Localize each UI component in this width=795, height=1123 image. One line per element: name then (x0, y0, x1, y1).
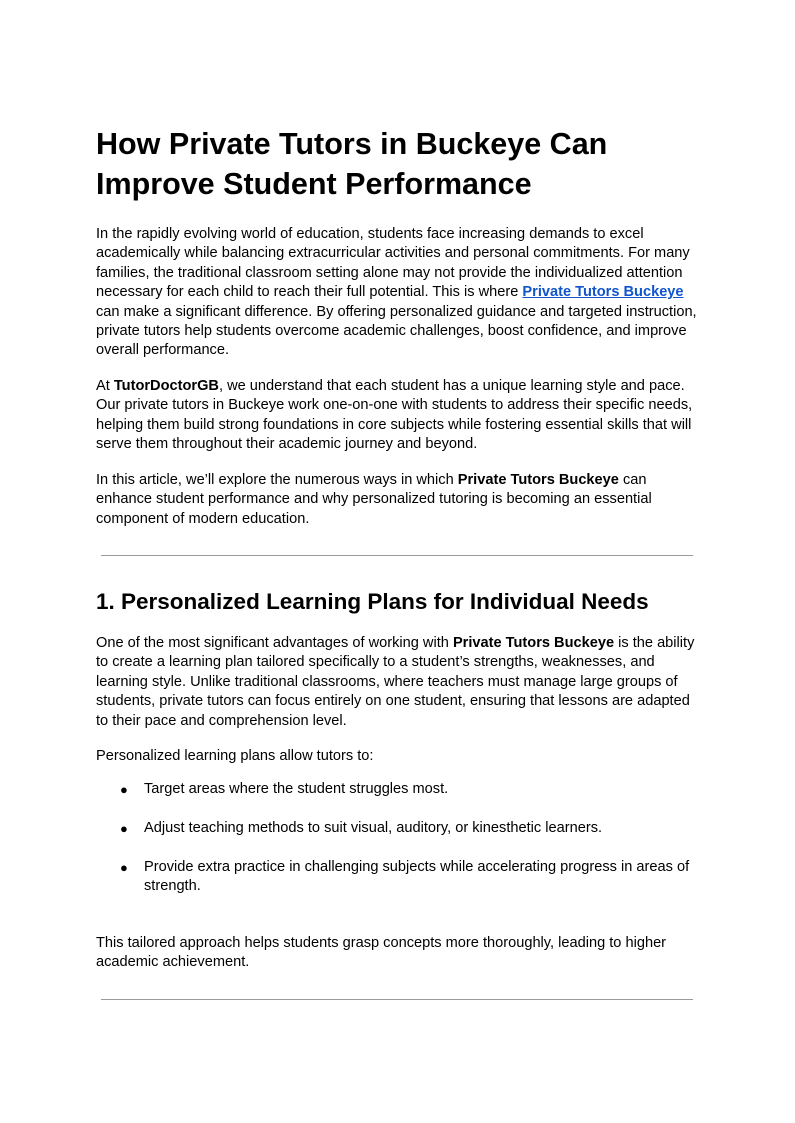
list-item (96, 819, 700, 838)
list-item (96, 780, 700, 799)
section-1-lead-in: Personalized learning plans allow tutors to: (96, 748, 374, 764)
intro-paragraph-2 (96, 377, 700, 455)
section-1-p1-text-end: is the ability to create a learning plan tailored specifically to a student’s strengths, weaknesses, and learning style. Unlike traditional classrooms, where teachers must manage large groups of students, private tutors can focus entirely on one student, ensuring that lessons are adapted to their pace and comprehension level. (96, 635, 695, 729)
list-item-text: Provide extra practice in challenging subjects while accelerating progress in areas of strength. (144, 859, 690, 895)
bullet-icon: ● (120, 782, 128, 797)
list-item (96, 858, 700, 897)
section-divider-1 (101, 555, 693, 556)
brand-name: TutorDoctorGB (113, 378, 219, 394)
section-1-p1-text-start: One of the most significant advantages of working with (96, 635, 453, 651)
section-1-p1-bold: Private Tutors Buckeye (452, 635, 615, 651)
benefits-list (96, 780, 700, 916)
intro-p3-text-start: In this article, we’ll explore the numerous ways in which (96, 472, 458, 488)
intro-p2-text-start: At (96, 378, 114, 394)
intro-p3-text-end: can enhance student performance and why personalized tutoring is becoming an essential component of modern education. (96, 472, 652, 527)
intro-p1-text-start: In the rapidly evolving world of education, students face increasing demands to excel academically while balancing extracurricular activities and personal commitments. For many families, the traditional classroom setting alone may not provide the individualized attention necessary for each child to reach their full potential. This is where (96, 226, 690, 301)
intro-paragraph-1 (96, 225, 700, 361)
list-item-text: Target areas where the student struggles most. (144, 781, 449, 797)
bullet-icon: ● (120, 821, 128, 836)
section-divider-2 (101, 999, 693, 1000)
intro-p1-text-end: can make a significant difference. By offering personalized guidance and targeted instruction, private tutors help students overcome academic challenges, boost confidence, and improve overall performance. (96, 303, 697, 359)
intro-p2-text-end: , we understand that each student has a unique learning style and pace. Our private tutors in Buckeye work one-on-one with students to address their specific needs, helping them build strong foundations in core subjects while fostering essential skills that will serve them throughout their academic journey and beyond. (96, 378, 693, 453)
page-title: How Private Tutors in Buckeye Can Improve Student Performance (96, 127, 608, 201)
intro-p3-bold: Private Tutors Buckeye (457, 472, 619, 488)
bullet-icon: ● (120, 860, 128, 875)
private-tutors-buckeye-link[interactable]: Private Tutors Buckeye (522, 284, 684, 301)
section-1-closing: This tailored approach helps students grasp concepts more thoroughly, leading to higher academic achievement. (96, 935, 667, 971)
section-1-heading: 1. Personalized Learning Plans for Individual Needs (96, 589, 649, 614)
section-1-paragraph-1 (96, 634, 700, 731)
intro-paragraph-3 (96, 471, 700, 529)
list-item-text: Adjust teaching methods to suit visual, auditory, or kinesthetic learners. (144, 820, 603, 836)
